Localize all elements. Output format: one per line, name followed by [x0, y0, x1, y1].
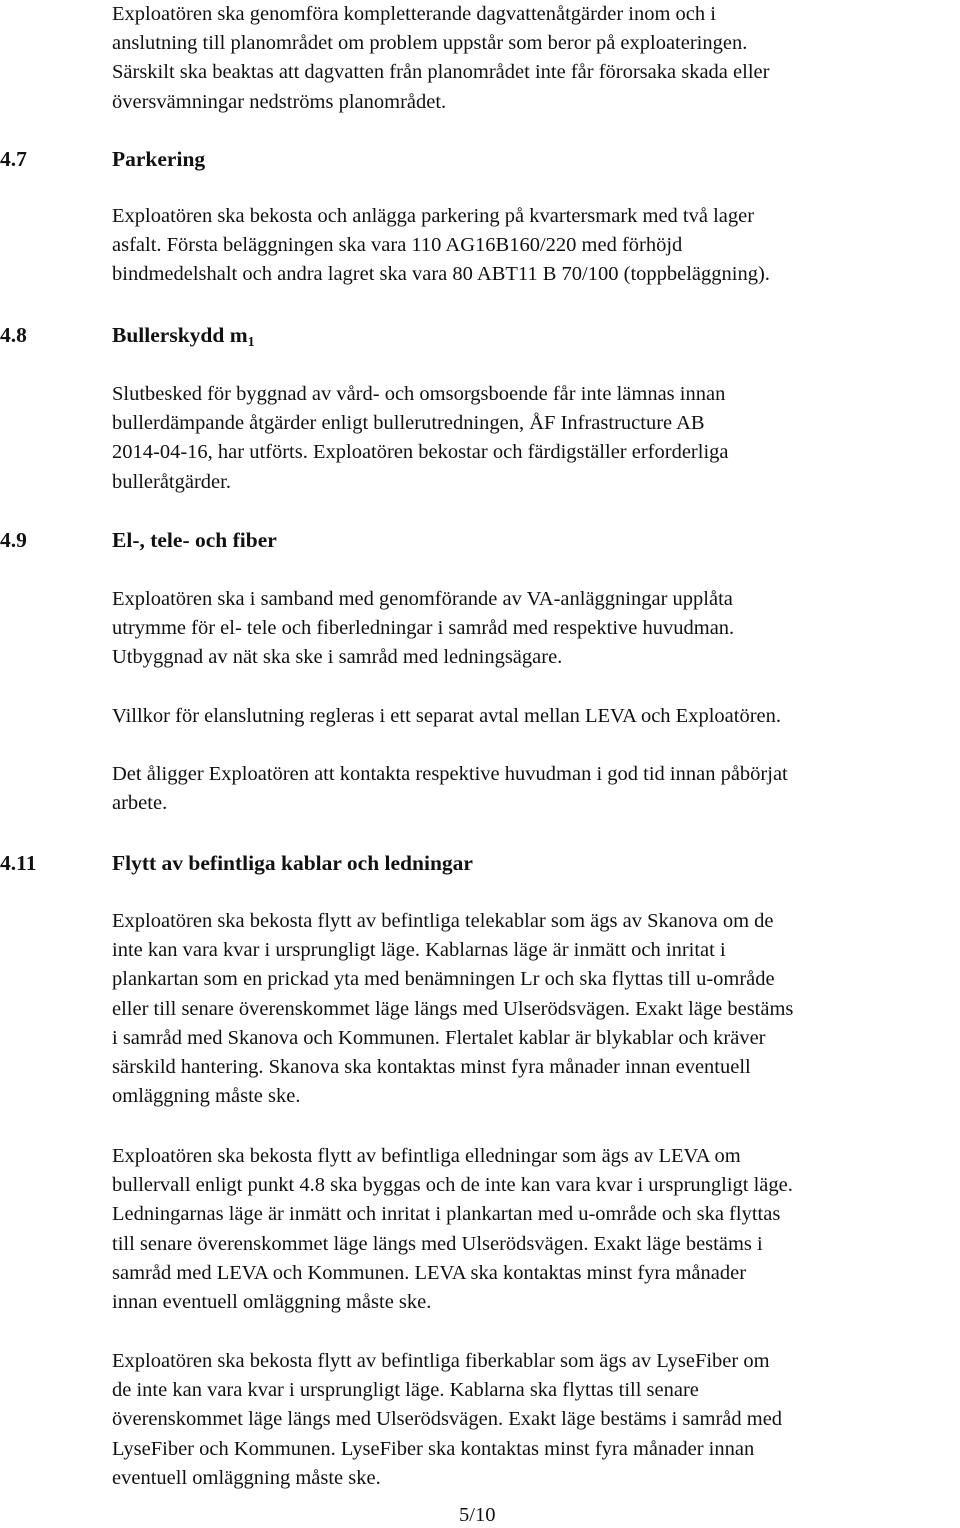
text-line: Exploatören ska i samband med genomförande av VA-anläggningar upplåta: [112, 588, 733, 610]
bullerskydd-paragraph: [112, 380, 960, 497]
intro-paragraph: [112, 0, 960, 117]
text-line: bullerdämpande åtgärder enligt bullerutredningen, ÅF Infrastructure AB: [112, 412, 705, 435]
flytt-paragraph-1: [112, 907, 960, 1111]
section-heading-4-7: [0, 144, 960, 174]
text-line: Exploatören ska bekosta flytt av befintliga elledningar som ägs av LEVA om: [112, 1145, 741, 1167]
text-line: Det åligger Exploatören att kontakta respektive huvudman i god tid innan påbörjat: [112, 763, 788, 785]
text-line: samråd med LEVA och Kommunen. LEVA ska kontaktas minst fyra månader: [112, 1261, 747, 1284]
flytt-paragraph-2: [112, 1142, 960, 1317]
flytt-paragraph-3: [112, 1347, 960, 1493]
text-line: innan eventuell omläggning måste ske.: [112, 1291, 432, 1314]
section-title-text: Bullerskydd m: [112, 323, 248, 347]
section-title: [112, 320, 255, 358]
section-number: 4.7: [0, 147, 27, 171]
text-line: anslutning till planområdet om problem uppstår som beror på exploateringen.: [112, 32, 748, 55]
text-line: i samråd med Skanova och Kommunen. Flertalet kablar är blykablar och kräver: [112, 1026, 766, 1049]
text-line: översvämningar nedströms planområdet.: [112, 90, 447, 113]
text-line: Ledningarnas läge är inmätt och inritat i plankartan med u-område och ska flyttas: [112, 1203, 781, 1226]
parkering-paragraph: [112, 202, 960, 290]
section-title-subscript: 1: [247, 335, 255, 350]
text-line: de inte kan vara kvar i ursprungligt läge. Kablarna ska flyttas till senare: [112, 1379, 699, 1402]
section-number: 4.9: [0, 528, 27, 552]
section-title: Parkering: [112, 147, 206, 171]
text-line: LyseFiber och Kommunen. LyseFiber ska kontaktas minst fyra månader innan: [112, 1437, 755, 1460]
text-line: bullervall enligt punkt 4.8 ska byggas och de inte kan vara kvar i ursprungligt läge.: [112, 1174, 793, 1197]
text-line: eventuell omläggning måste ske.: [112, 1466, 381, 1489]
text-line: överenskommet läge längs med Ulserödsvägen. Exakt läge bestäms i samråd med: [112, 1408, 783, 1431]
text-line: Exploatören ska genomföra kompletterande dagvattenåtgärder inom och i: [112, 3, 716, 25]
text-line: bulleråtgärder.: [112, 470, 231, 493]
text-line: Exploatören ska bekosta flytt av befintliga telekablar som ägs av Skanova om de: [112, 910, 774, 932]
page-number: 5/10: [459, 1504, 496, 1526]
text-line: Slutbesked för byggnad av vård- och omsorgsboende får inte lämnas innan: [112, 383, 726, 405]
text-line: Villkor för elanslutning regleras i ett separat avtal mellan LEVA och Exploatören.: [112, 705, 781, 727]
section-heading-4-11: [0, 848, 960, 878]
section-heading-4-8: [0, 320, 960, 350]
text-line: eller till senare överenskommet läge längs med Ulserödsvägen. Exakt läge bestäms: [112, 997, 794, 1020]
el-tele-fiber-paragraph-2: [112, 702, 960, 731]
section-title: El-, tele- och fiber: [112, 528, 277, 552]
text-line: inte kan vara kvar i ursprungligt läge. Kablarnas läge är inmätt och inritat i: [112, 939, 726, 962]
text-line: Exploatören ska bekosta och anlägga parkering på kvartersmark med två lager: [112, 205, 755, 227]
text-line: Utbyggnad av nät ska ske i samråd med ledningsägare.: [112, 646, 563, 669]
text-line: Exploatören ska bekosta flytt av befintliga fiberkablar som ägs av LyseFiber om: [112, 1350, 770, 1372]
text-line: till senare överenskommet läge längs med Ulserödsvägen. Exakt läge bestäms i: [112, 1232, 763, 1255]
text-line: särskild hantering. Skanova ska kontaktas minst fyra månader innan eventuell: [112, 1056, 751, 1079]
section-title: Flytt av befintliga kablar och ledningar: [112, 851, 473, 875]
text-line: utrymme för el- tele och fiberledningar i samråd med respektive huvudman.: [112, 617, 735, 640]
section-number: 4.11: [0, 851, 37, 875]
text-line: arbete.: [112, 792, 168, 815]
el-tele-fiber-paragraph-3: [112, 760, 960, 818]
section-number: 4.8: [0, 323, 27, 347]
section-heading-4-9: [0, 525, 960, 555]
text-line: 2014-04-16, har utförts. Exploatören bekostar och färdigställer erforderliga: [112, 441, 729, 464]
text-line: omläggning måste ske.: [112, 1085, 301, 1108]
text-line: Särskilt ska beaktas att dagvatten från planområdet inte får förorsaka skada eller: [112, 61, 770, 84]
text-line: plankartan som en prickad yta med benämningen Lr och ska flyttas till u-område: [112, 968, 775, 991]
text-line: bindmedelshalt och andra lagret ska vara 80 ABT11 B 70/100 (toppbeläggning).: [112, 263, 770, 286]
el-tele-fiber-paragraph-1: [112, 585, 960, 673]
text-line: asfalt. Första beläggningen ska vara 110 AG16B160/220 med förhöjd: [112, 234, 683, 257]
